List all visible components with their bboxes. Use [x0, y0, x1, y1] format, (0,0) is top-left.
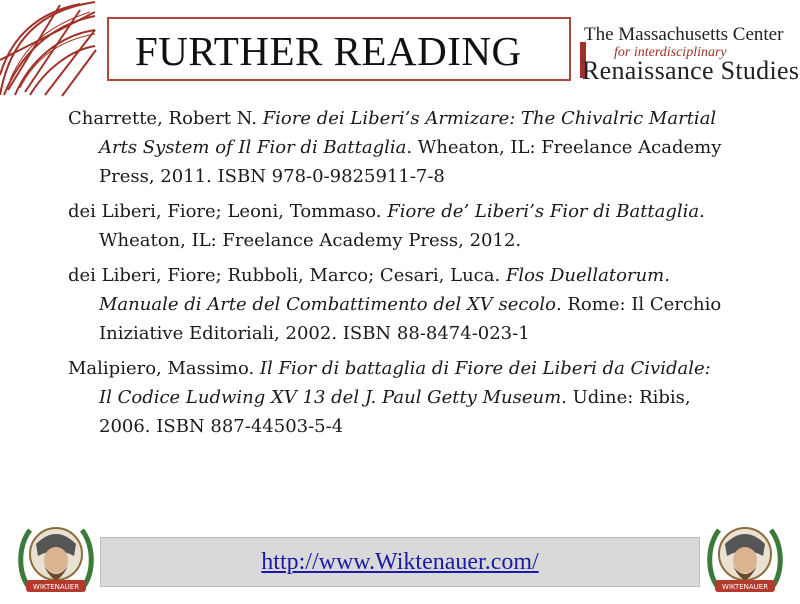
badge-label: WIKTENAUER: [32, 583, 80, 591]
reference-title: Fiore dei Liberi’s Armizare: The Chivalric Martial Arts System of Il Fior di Battaglia: [99, 108, 717, 158]
wiktenauer-link[interactable]: http://www.Wiktenauer.com/: [261, 549, 539, 575]
title-box: [107, 17, 571, 81]
logo-line-1: The Massachusetts Center: [584, 24, 784, 45]
reference-author: Charrette, Robert N.: [68, 108, 263, 129]
reference-item: [68, 104, 728, 191]
reference-author: dei Liberi, Fiore; Rubboli, Marco; Cesari, Luca.: [68, 265, 506, 286]
reference-author: dei Liberi, Fiore; Leoni, Tommaso.: [68, 201, 388, 222]
reference-title: Flos Duellatorum. Manuale di Arte del Combattimento del XV secolo: [99, 265, 670, 315]
reference-publication: . Rome: Il Cerchio Iniziative Editoriali, 2002. ISBN 88-8474-023-1: [99, 294, 722, 344]
reference-title: Il Fior di battaglia di Fiore dei Liberi da Cividale: Il Codice Ludwing XV 13 del J. Paul Getty Museum: [99, 358, 711, 408]
page-title: FURTHER READING: [135, 28, 522, 74]
massachusetts-center-logo: [578, 24, 800, 86]
badge-label: WIKTENAUER: [721, 583, 769, 591]
reference-item: [68, 197, 728, 255]
wiktenauer-badge-icon: [14, 516, 98, 600]
reference-item: [68, 354, 728, 441]
reference-author: Malipiero, Massimo.: [68, 358, 260, 379]
logo-line-2: for interdisciplinary: [614, 45, 727, 60]
dome-illustration-icon: [0, 0, 100, 100]
reference-publication: . Wheaton, IL: Freelance Academy Press, 2012.: [99, 201, 705, 251]
reference-title: Fiore de’ Liberi’s Fior di Battaglia: [387, 201, 700, 222]
reference-item: [68, 261, 728, 348]
footer-bar: [100, 537, 700, 587]
reference-publication: . Wheaton, IL: Freelance Academy Press, 2011. ISBN 978-0-9825911-7-8: [99, 137, 722, 187]
reference-list: [68, 104, 728, 447]
logo-line-3: Renaissance Studies: [582, 56, 800, 85]
wiktenauer-badge-icon: [703, 516, 787, 600]
reference-publication: . Udine: Ribis, 2006. ISBN 887-44503-5-4: [99, 387, 691, 437]
